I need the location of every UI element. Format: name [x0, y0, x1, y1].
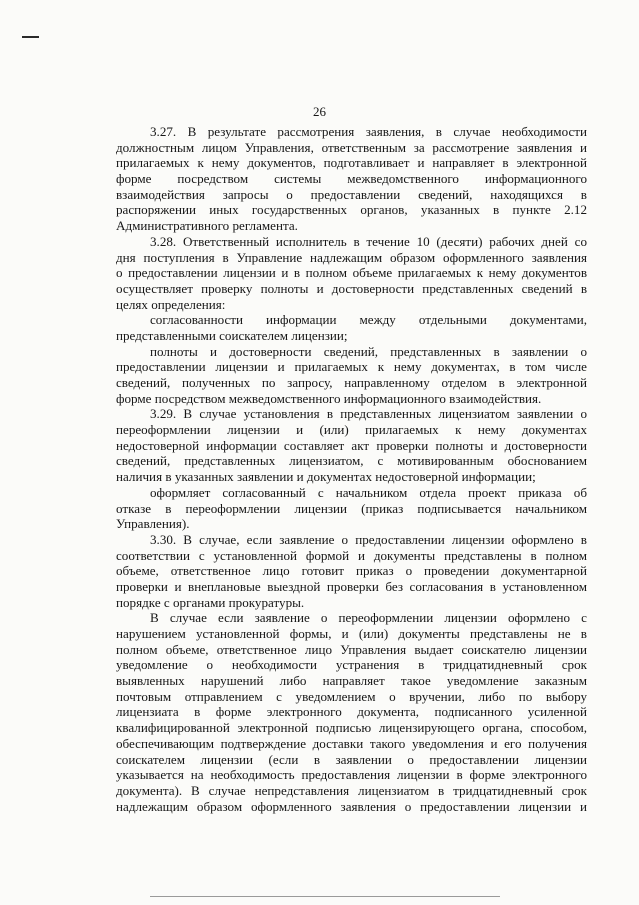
- text-line: соискателем лицензии (если в заявлении о предоставлении лицензии: [116, 751, 587, 767]
- text-line: прилагаемых к нему документов, подготавливает и направляет в электронной: [116, 155, 587, 171]
- text-line: целях определения:: [116, 296, 226, 312]
- paragraph: [116, 406, 587, 484]
- paragraph: [116, 234, 587, 312]
- text-line: выявленных нарушений либо направляет такое уведомление заказным: [116, 673, 587, 689]
- text-line: должностным лицом Управления, ответственным за рассмотрение заявления и: [116, 139, 587, 155]
- text-line: 3.30. В случае, если заявление о предоставлении лицензии оформлено в: [150, 531, 587, 547]
- text-line: порядке с органами прокуратуры.: [116, 594, 305, 610]
- paragraph: [116, 485, 587, 532]
- text-line: сведений, представленных лицензиатом, с мотивированным обоснованием: [116, 453, 587, 469]
- text-line: В случае если заявление о переоформлении лицензии оформлено с: [150, 610, 587, 626]
- text-line: проверки и внеплановые выездной проверки без согласования в установленном: [116, 578, 587, 594]
- text-line: уведомление о необходимости устранения в тридцатидневный срок: [116, 657, 587, 673]
- text-line: Административного регламента.: [116, 218, 298, 234]
- text-line: соответствии с установленной формой и документы представлены в полном: [116, 547, 587, 563]
- text-line: форме посредством межведомственного информационного взаимодействия.: [116, 390, 542, 406]
- text-line: наличия в указанных заявлении и документах недостоверной информации;: [116, 469, 536, 485]
- text-line: форме посредством системы межведомственного информационного: [116, 171, 587, 187]
- text-line: квалифицированной электронной подписью лицензирующего органа, способом,: [116, 720, 587, 736]
- paragraph: [116, 312, 587, 343]
- text-line: предоставлении лицензии и прилагаемых к нему документах, в том числе: [116, 359, 587, 375]
- text-line: оформляет согласованный с начальником отдела проект приказа об: [150, 484, 587, 500]
- text-line: отказе в переоформлении лицензии (приказ подписывается начальником: [116, 500, 587, 516]
- text-line: нарушением установленной формы, и (или) документы представлены не в: [116, 626, 587, 641]
- text-line: обеспечивающим подтверждение доставки такого уведомления и его получения: [116, 735, 587, 751]
- scan-margin-mark: [22, 36, 39, 38]
- text-line: полном объеме, ответственное лицо Управления выдает соискателю лицензии: [116, 641, 587, 657]
- text-line: указывается на необходимость предоставления лицензии в форме электронного: [116, 767, 587, 783]
- text-line: недостоверной информации составляет акт проверки полноты и достоверности: [116, 437, 587, 453]
- paragraph: [116, 532, 587, 610]
- text-line: переоформлении лицензии и (или) прилагаемых к нему документах: [116, 422, 587, 438]
- text-line: документа). В случае непредставления лицензиатом в тридцатидневный срок: [116, 782, 587, 798]
- text-line: 3.28. Ответственный исполнитель в течение 10 (десяти) рабочих дней со: [150, 233, 587, 249]
- text-line: о предоставлении лицензии и в полном объеме прилагаемых к нему документов: [116, 265, 587, 281]
- paragraph: [116, 124, 587, 234]
- text-line: лицензиата в форме электронного документа, подписанного усиленной: [116, 704, 587, 720]
- text-line: надлежащим образом оформленного заявления о предоставлении лицензии и: [116, 798, 587, 814]
- text-line: согласованности информации между отдельными документами,: [150, 312, 587, 328]
- text-line: сведений, полученных по запросу, направленному отделом в электронной: [116, 375, 587, 390]
- document-body: [116, 124, 587, 814]
- text-line: распоряжении иных государственных органов, указанных в пункте 2.12: [116, 202, 587, 218]
- paragraph: [116, 610, 587, 814]
- page-number: 26: [313, 104, 326, 119]
- text-line: 3.27. В результате рассмотрения заявления, в случае необходимости: [150, 124, 587, 139]
- text-line: Управления).: [116, 516, 190, 532]
- page-bottom-rule: [150, 896, 500, 897]
- text-line: осуществляет проверку полноты и достоверности представленных сведений в: [116, 280, 587, 296]
- text-line: представленными соискателем лицензии;: [116, 327, 348, 343]
- paragraph: [116, 344, 587, 407]
- text-line: взаимодействия запросы о предоставлении сведений, находящихся в: [116, 186, 587, 202]
- text-line: объеме, ответственное лицо готовит приказ о проведении документарной: [116, 563, 587, 579]
- text-line: 3.29. В случае установления в представленных лицензиатом заявлении о: [150, 406, 587, 422]
- text-line: полноты и достоверности сведений, представленных в заявлении о: [150, 343, 587, 359]
- text-line: почтовым отправлением с уведомлением о вручении, либо по выбору: [116, 688, 587, 704]
- text-line: дня поступления в Управление надлежащим образом оформленного заявления: [116, 249, 587, 265]
